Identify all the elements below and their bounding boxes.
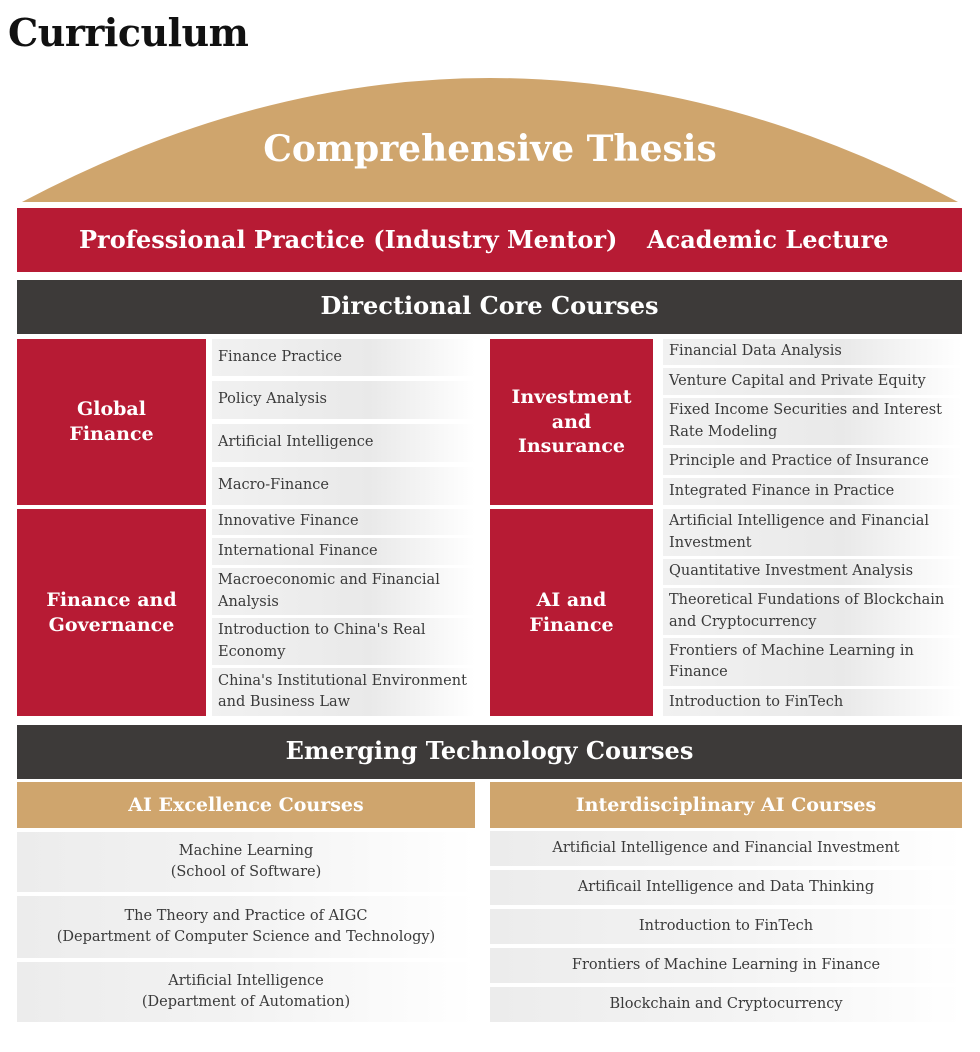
practice-lecture-band	[17, 208, 962, 272]
practice-label: Professional Practice (Industry Mentor)	[79, 225, 618, 254]
course-cell: Policy Analysis	[212, 381, 475, 419]
course-cell	[17, 896, 475, 958]
course-cell: International Finance	[212, 538, 475, 565]
course-cell: Finance Practice	[212, 339, 475, 376]
course-cell: Macroeconomic and Financial Analysis	[212, 568, 475, 615]
course-cell: Quantitative Investment Analysis	[663, 559, 962, 585]
emerging-courses-header: Emerging Technology Courses	[17, 725, 962, 779]
interdisciplinary-header: Interdisciplinary AI Courses	[490, 782, 962, 828]
course-cell: Venture Capital and Private Equity	[663, 368, 962, 395]
course-cell: Financial Data Analysis	[663, 339, 962, 365]
course-label: Artificial Intelligence and Financial Investment	[552, 839, 900, 856]
course-cell	[17, 832, 475, 892]
course-label: Blockchain and Cryptocurrency	[609, 995, 843, 1012]
course-label: Artificial Intelligence (Department of Automation)	[141, 972, 351, 1010]
course-label: The Theory and Practice of AIGC (Department of Computer Science and Technology)	[56, 907, 436, 945]
course-cell	[490, 831, 962, 866]
course-label: Artificail Intelligence and Data Thinking	[577, 878, 875, 895]
course-cell	[17, 962, 475, 1022]
course-cell: Introduction to FinTech	[663, 689, 962, 716]
course-label: Frontiers of Machine Learning in Finance	[571, 956, 881, 973]
direction-label: Investment and Insurance	[511, 385, 632, 458]
direction-label: AI and Finance	[529, 588, 614, 636]
course-cell: Frontiers of Machine Learning in Finance	[663, 638, 962, 686]
direction-label: Finance and Governance	[46, 588, 177, 636]
course-cell: Theoretical Fundations of Blockchain and Cryptocurrency	[663, 588, 962, 635]
course-label: Machine Learning (School of Software)	[170, 842, 322, 880]
page-title: Curriculum	[8, 10, 249, 55]
core-courses-header: Directional Core Courses	[17, 280, 962, 334]
direction-label: Global Finance	[69, 398, 154, 445]
course-cell: Fixed Income Securities and Interest Rate Modeling	[663, 398, 962, 445]
course-cell: Principle and Practice of Insurance	[663, 448, 962, 475]
course-cell	[490, 870, 962, 905]
course-cell: Integrated Finance in Practice	[663, 478, 962, 505]
direction-finance-governance	[17, 509, 206, 716]
course-cell: Innovative Finance	[212, 509, 475, 535]
course-label: Introduction to FinTech	[638, 917, 814, 934]
course-cell: Artificial Intelligence and Financial Investment	[663, 509, 962, 556]
course-cell: Introduction to China's Real Economy	[212, 618, 475, 665]
lecture-label: Academic Lecture	[647, 225, 889, 254]
thesis-label: Comprehensive Thesis	[263, 128, 717, 170]
course-cell: Artificial Intelligence	[212, 424, 475, 462]
ai-excellence-header: AI Excellence Courses	[17, 782, 475, 828]
direction-investment-insurance	[490, 339, 653, 505]
course-cell	[490, 987, 962, 1022]
course-cell	[490, 909, 962, 944]
course-cell	[490, 948, 962, 983]
direction-ai-finance	[490, 509, 653, 716]
course-cell: Macro-Finance	[212, 467, 475, 505]
direction-global-finance	[17, 339, 206, 505]
course-cell: China's Institutional Environment and Business Law	[212, 668, 475, 716]
